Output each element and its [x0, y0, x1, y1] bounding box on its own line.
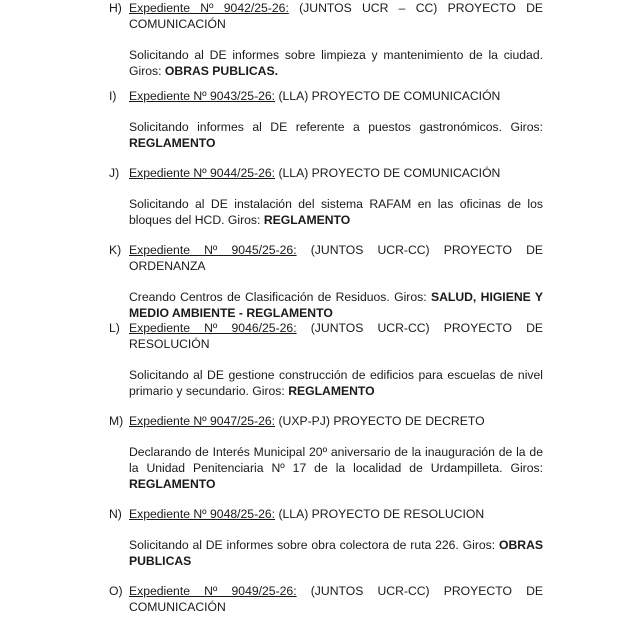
expediente-number: Expediente Nº 9043/25-26:: [129, 89, 276, 103]
expediente-number: Expediente Nº 9047/25-26:: [129, 414, 276, 428]
item-letter: O): [109, 584, 123, 598]
expediente-number: Expediente Nº 9049/25-26:: [129, 584, 297, 598]
item-letter: M): [109, 414, 124, 428]
item-type: (UXP-PJ) PROYECTO DE DECRETO: [278, 414, 485, 428]
item-letter: L): [109, 321, 120, 335]
item-header: [109, 320, 543, 352]
agenda-item-i: [109, 88, 543, 151]
expediente-number: Expediente Nº 9045/25-26:: [129, 243, 297, 257]
item-letter: J): [109, 166, 120, 180]
item-type-cont: COMUNICACIÓN: [129, 17, 226, 31]
agenda-item-m: [109, 413, 543, 492]
agenda-item-k: [109, 242, 543, 321]
item-type-cont: COMUNICACIÓN: [129, 600, 226, 614]
giros: REGLAMENTO: [263, 213, 351, 227]
giros: REGLAMENTO: [129, 136, 216, 150]
item-type: (JUNTOS UCR-CC) PROYECTO DE: [310, 321, 543, 335]
item-header: [109, 583, 543, 615]
item-type: (JUNTOS UCR-CC) PROYECTO DE ORDENANZA: [129, 243, 543, 273]
expediente-number: Expediente Nº 9046/25-26:: [129, 321, 297, 335]
item-letter: H): [109, 1, 122, 15]
item-header: [109, 88, 543, 104]
giros: REGLAMENTO: [129, 477, 216, 491]
item-description: Solicitando al DE gestione construcción de edificios para escuelas de nivel primario y secundario. Giros: REGLAMENTO: [129, 368, 543, 398]
expediente-number: Expediente Nº 9042/25-26:: [129, 1, 289, 15]
item-header: [109, 413, 543, 429]
item-header: [109, 165, 543, 181]
giros: REGLAMENTO: [288, 384, 375, 398]
expediente-number: Expediente Nº 9048/25-26:: [129, 507, 276, 521]
item-description: Solicitando al DE informes sobre obra colectora de ruta 226. Giros: OBRAS PUBLICAS: [129, 538, 543, 568]
item-header: [109, 242, 543, 274]
item-type: (LLA) PROYECTO DE COMUNICACIÓN: [278, 166, 501, 180]
item-type: (JUNTOS UCR – CC) PROYECTO DE: [299, 1, 544, 15]
item-type: (LLA) PROYECTO DE RESOLUCION: [278, 507, 485, 521]
giros: OBRAS PUBLICAS.: [164, 64, 278, 78]
item-type-cont: RESOLUCIÓN: [129, 337, 210, 351]
item-description: Declarando de Interés Municipal 20º aniversario de la inauguración de la de la Unidad Penitenciaria Nº 17 de la localidad de Urdampilleta. Giros: REGLAMENTO: [129, 445, 543, 491]
item-letter: I): [109, 89, 117, 103]
item-type: (JUNTOS UCR-CC) PROYECTO DE: [310, 584, 543, 598]
item-header: [109, 0, 543, 32]
giros: OBRAS PUBLICAS: [129, 538, 543, 568]
item-description: Solicitando al DE informes sobre limpieza y mantenimiento de la ciudad. Giros: OBRAS PUBLICAS.: [129, 48, 543, 78]
agenda-item-h: [109, 0, 543, 79]
agenda-item-l: [109, 320, 543, 399]
item-letter: K): [109, 243, 122, 257]
item-description: Solicitando al DE instalación del sistema RAFAM en las oficinas de los bloques del HCD. Giros: REGLAMENTO: [129, 197, 543, 227]
agenda-item-o: [109, 583, 543, 615]
expediente-number: Expediente Nº 9044/25-26:: [129, 166, 276, 180]
item-description: Creando Centros de Clasificación de Residuos. Giros: SALUD, HIGIENE Y MEDIO AMBIENTE - REGLAMENTO: [129, 290, 543, 320]
agenda-item-n: [109, 506, 543, 569]
giros: SALUD, HIGIENE Y MEDIO AMBIENTE - REGLAMENTO: [129, 290, 543, 320]
item-type: (LLA) PROYECTO DE COMUNICACIÓN: [278, 89, 501, 103]
agenda-item-j: [109, 165, 543, 228]
item-letter: N): [109, 507, 122, 521]
item-header: [109, 506, 543, 522]
item-description: Solicitando informes al DE referente a puestos gastronómicos. Giros: REGLAMENTO: [129, 120, 543, 150]
